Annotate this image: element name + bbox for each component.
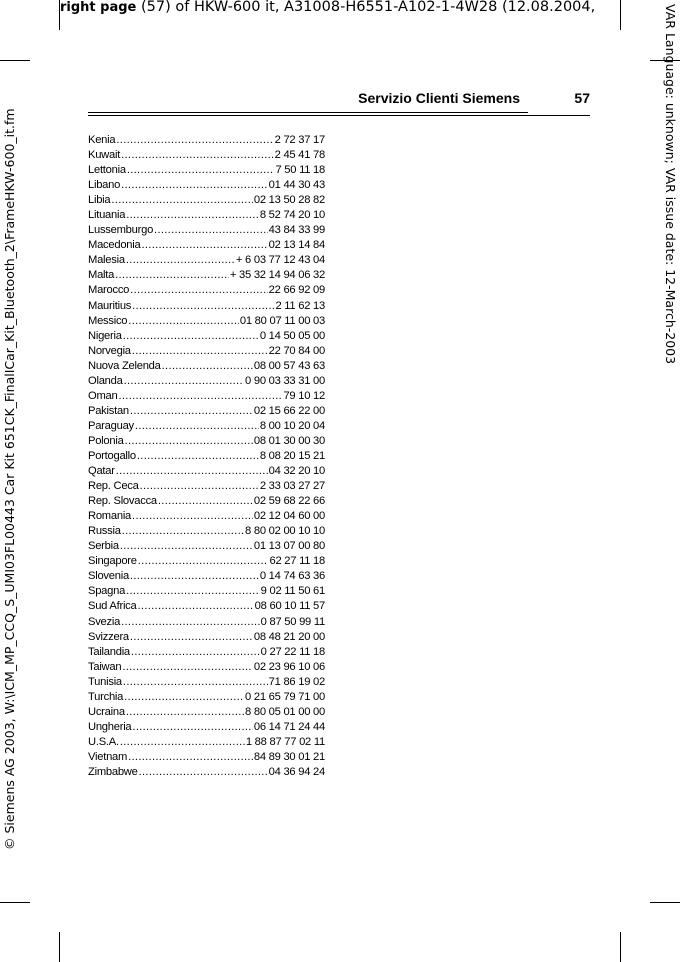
dot-leader <box>124 690 244 705</box>
dot-leader <box>132 299 274 314</box>
hotline-list <box>88 133 325 780</box>
list-item <box>88 630 325 645</box>
country-name: Sud Africa <box>88 600 137 613</box>
country-name: Libano <box>88 179 121 192</box>
source-info-text: (57) of HKW-600 it, A31008-H6551-A102-1-4W28 (12.08.2004, <box>136 0 596 15</box>
phone-number: 01 80 07 11 00 03 <box>239 314 325 327</box>
dot-leader <box>116 464 268 479</box>
list-item <box>88 299 325 314</box>
crop-mark <box>620 932 621 962</box>
phone-number: 62 27 11 18 <box>269 555 325 568</box>
phone-number: 08 01 30 00 30 <box>253 434 325 447</box>
source-info-line <box>60 0 595 18</box>
country-name: Romania <box>88 510 132 523</box>
list-item <box>88 374 325 389</box>
dot-leader <box>120 539 253 554</box>
country-name: Rep. Ceca <box>88 480 139 493</box>
phone-number: 02 12 04 60 00 <box>253 510 325 523</box>
country-name: Macedonia <box>88 239 141 252</box>
country-name: Vietnam <box>88 750 128 763</box>
dot-leader <box>140 479 259 494</box>
phone-number: 02 13 14 84 <box>268 239 325 252</box>
phone-number: 71 86 19 02 <box>268 675 325 688</box>
dot-leader <box>138 599 254 614</box>
list-item <box>88 509 325 524</box>
phone-number: + 35 32 14 94 06 32 <box>229 269 325 282</box>
dot-leader <box>139 765 268 780</box>
dot-leader <box>130 569 259 584</box>
list-item <box>88 599 325 614</box>
dot-leader <box>121 148 274 163</box>
phone-number: 0 14 74 63 36 <box>259 570 325 583</box>
list-item <box>88 238 325 253</box>
list-item <box>88 645 325 660</box>
dot-leader <box>162 359 253 374</box>
list-item <box>88 344 325 359</box>
phone-number: 79 10 12 <box>283 389 325 402</box>
phone-number: 01 44 30 43 <box>268 179 325 192</box>
dot-leader <box>130 283 267 298</box>
dot-leader <box>123 675 268 690</box>
country-name: Qatar <box>88 465 115 478</box>
phone-number: 0 14 50 05 00 <box>259 329 325 342</box>
phone-number: 2 11 62 13 <box>275 299 325 312</box>
dot-leader <box>126 705 244 720</box>
country-name: Olanda <box>88 374 123 387</box>
phone-number: 02 59 68 22 66 <box>253 495 325 508</box>
dot-leader <box>131 645 260 660</box>
crop-mark <box>0 902 30 903</box>
list-item <box>88 584 325 599</box>
country-name: Malesia <box>88 254 125 267</box>
dot-leader <box>141 238 267 253</box>
list-item <box>88 389 325 404</box>
phone-number: 0 90 03 33 31 00 <box>245 374 325 387</box>
phone-number: 9 02 11 50 61 <box>260 585 325 598</box>
country-name: Paraguay <box>88 419 134 432</box>
phone-number: 8 08 20 15 21 <box>259 449 325 462</box>
dot-leader <box>125 434 253 449</box>
dot-leader <box>127 163 275 178</box>
dot-leader <box>126 253 235 268</box>
list-item <box>88 765 325 780</box>
dot-leader <box>128 750 253 765</box>
country-name: Spagna <box>88 585 126 598</box>
list-item <box>88 314 325 329</box>
phone-number: 22 70 84 00 <box>268 344 325 357</box>
list-item <box>88 404 325 419</box>
dot-leader <box>121 178 268 193</box>
country-name: Lettonia <box>88 164 126 177</box>
dot-leader <box>126 584 260 599</box>
dot-leader <box>124 374 244 389</box>
list-item <box>88 705 325 720</box>
var-language-margin-text: VAR Language: unknown; VAR issue date: 12-March-2003 <box>663 4 678 365</box>
phone-number: 08 48 21 20 00 <box>253 630 325 643</box>
list-item <box>88 283 325 298</box>
country-name: Singapore <box>88 555 137 568</box>
phone-number: 04 32 20 10 <box>268 465 325 478</box>
country-name: Zimbabwe <box>88 765 138 778</box>
country-name: Lituania <box>88 209 126 222</box>
country-name: Pakistan <box>88 404 129 417</box>
dot-leader <box>121 615 260 630</box>
phone-number: 02 13 50 28 82 <box>253 194 325 207</box>
list-item <box>88 329 325 344</box>
phone-number: 0 87 50 99 11 <box>260 615 325 628</box>
list-item <box>88 208 325 223</box>
phone-number: 1 88 87 77 02 11 <box>245 735 325 748</box>
list-item <box>88 133 325 148</box>
dot-leader <box>122 524 244 539</box>
phone-number: + 6 03 77 12 43 04 <box>235 254 325 267</box>
country-name: U.S.A. <box>88 735 119 748</box>
page-header <box>88 87 590 116</box>
country-name: Libia <box>88 194 111 207</box>
country-name: Nuova Zelenda <box>88 359 161 372</box>
dot-leader <box>138 554 269 569</box>
country-name: Nigeria <box>88 329 122 342</box>
phone-number: 2 45 41 78 <box>274 149 325 162</box>
phone-number: 0 21 65 79 71 00 <box>245 690 325 703</box>
phone-number: 06 14 71 24 44 <box>253 720 325 733</box>
country-name: Taiwan <box>88 660 122 673</box>
list-item <box>88 178 325 193</box>
country-name: Turchia <box>88 690 124 703</box>
dot-leader <box>132 509 253 524</box>
dot-leader <box>154 223 268 238</box>
list-item <box>88 359 325 374</box>
country-name: Slovenia <box>88 570 129 583</box>
crop-mark <box>0 60 30 61</box>
list-item <box>88 464 325 479</box>
dot-leader <box>120 735 245 750</box>
crop-mark <box>620 0 621 30</box>
page-title: Servizio Clienti Siemens <box>358 90 520 106</box>
phone-number: 0 27 22 11 18 <box>260 645 325 658</box>
country-name: Svezia <box>88 615 121 628</box>
list-item <box>88 268 325 283</box>
list-item <box>88 720 325 735</box>
phone-number: 7 50 11 18 <box>275 164 325 177</box>
list-item <box>88 524 325 539</box>
crop-mark <box>650 902 680 903</box>
list-item <box>88 750 325 765</box>
phone-number: 84 89 30 01 21 <box>253 750 325 763</box>
phone-number: 01 13 07 00 80 <box>253 540 325 553</box>
list-item <box>88 675 325 690</box>
list-item <box>88 253 325 268</box>
country-name: Polonia <box>88 434 124 447</box>
crop-mark <box>59 932 60 962</box>
phone-number: 8 80 05 01 00 00 <box>245 705 325 718</box>
dot-leader <box>130 404 253 419</box>
list-item <box>88 148 325 163</box>
country-name: Lussemburgo <box>88 224 154 237</box>
dot-leader <box>115 268 229 283</box>
phone-number: 22 66 92 09 <box>268 284 325 297</box>
country-name: Mauritius <box>88 299 132 312</box>
dot-leader <box>158 494 253 509</box>
dot-leader <box>132 720 252 735</box>
dot-leader <box>116 133 273 148</box>
dot-leader <box>132 344 268 359</box>
country-name: Ucraina <box>88 705 125 718</box>
list-item <box>88 690 325 705</box>
country-name: Ungheria <box>88 720 132 733</box>
copyright-margin-text: © Siemens AG 2003, W:\ICM_MP_CCQ_S_UMI03FL00443 Car Kit 651CK_FinalICar_Kit_Bluetooth_2\FrameHKW-600_it.fm <box>2 108 17 850</box>
source-info-label: right page <box>60 0 137 15</box>
crop-mark <box>59 0 60 30</box>
phone-number: 8 80 02 00 10 10 <box>245 525 325 538</box>
country-name: Norvegia <box>88 344 131 357</box>
country-name: Kuwait <box>88 149 121 162</box>
phone-number: 2 72 37 17 <box>274 134 325 146</box>
list-item <box>88 449 325 464</box>
phone-number: 8 00 10 20 04 <box>259 419 325 432</box>
list-item <box>88 479 325 494</box>
list-item <box>88 539 325 554</box>
phone-number: 8 52 74 20 10 <box>259 209 325 222</box>
phone-number: 02 15 66 22 00 <box>253 404 325 417</box>
dot-leader <box>137 449 259 464</box>
list-item <box>88 434 325 449</box>
list-item <box>88 193 325 208</box>
phone-number: 08 00 57 43 63 <box>253 359 325 372</box>
country-name: Messico <box>88 314 128 327</box>
list-item <box>88 660 325 675</box>
list-item <box>88 554 325 569</box>
country-name: Tailandia <box>88 645 130 658</box>
phone-number: 08 60 10 11 57 <box>254 600 325 613</box>
list-item <box>88 419 325 434</box>
country-name: Svizzera <box>88 630 129 643</box>
dot-leader <box>130 630 253 645</box>
phone-number: 02 23 96 10 06 <box>253 660 325 673</box>
dot-leader <box>135 419 259 434</box>
country-name: Marocco <box>88 284 130 297</box>
dot-leader <box>122 660 253 675</box>
header-divider <box>88 112 528 113</box>
country-name: Russia <box>88 525 121 538</box>
dot-leader <box>111 193 252 208</box>
country-name: Rep. Slovacca <box>88 495 157 508</box>
dot-leader <box>123 329 259 344</box>
phone-number: 43 84 33 99 <box>268 224 325 237</box>
list-item <box>88 569 325 584</box>
country-name: Kenia <box>88 134 116 146</box>
country-name: Malta <box>88 269 115 282</box>
list-item <box>88 735 325 750</box>
dot-leader <box>118 389 282 404</box>
list-item <box>88 615 325 630</box>
dot-leader <box>128 314 239 329</box>
dot-leader <box>126 208 259 223</box>
country-name: Oman <box>88 389 118 402</box>
country-name: Serbia <box>88 540 119 553</box>
list-item <box>88 494 325 509</box>
page-number: 57 <box>574 90 590 106</box>
list-item <box>88 163 325 178</box>
phone-number: 2 33 03 27 27 <box>259 480 325 493</box>
list-item <box>88 223 325 238</box>
phone-number: 04 36 94 24 <box>268 765 325 778</box>
country-name: Tunisia <box>88 675 122 688</box>
country-name: Portogallo <box>88 449 136 462</box>
